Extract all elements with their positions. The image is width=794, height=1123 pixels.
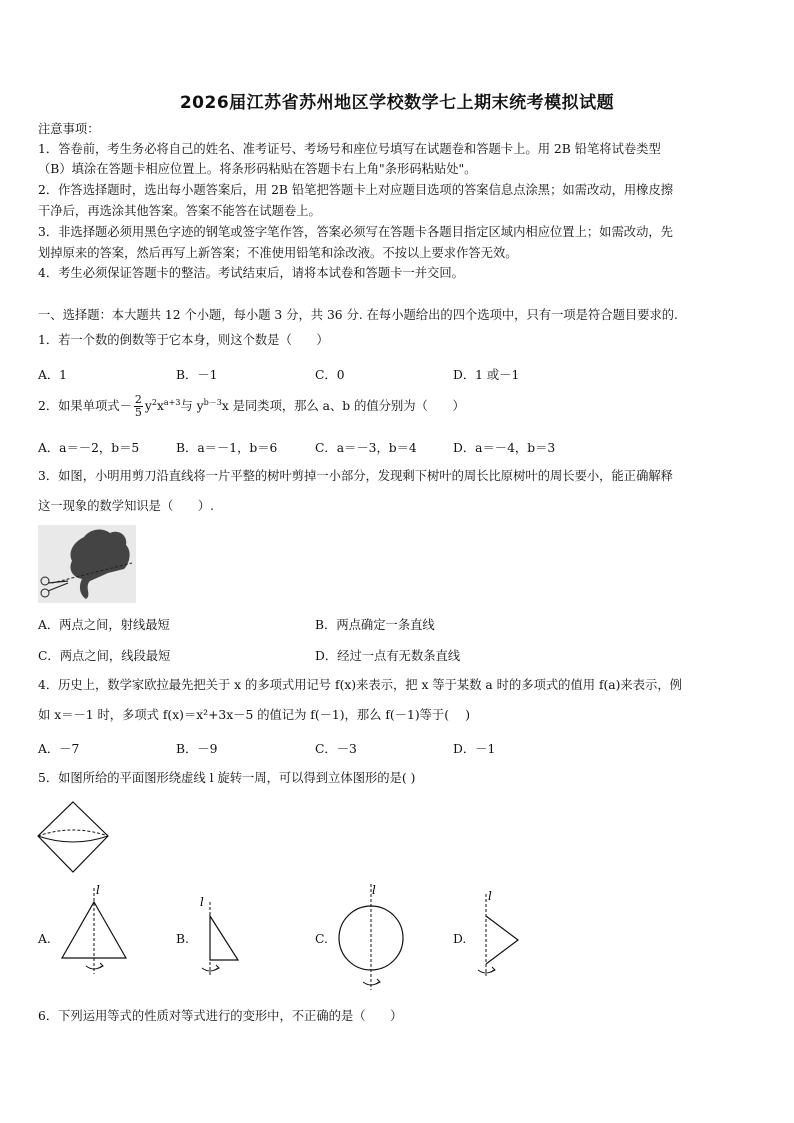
notice-line-2: （B）填涂在答题卡相应位置上。将条形码粘贴在答题卡右上角"条形码粘贴处"。 [38, 162, 477, 176]
axis-label: l [488, 889, 492, 903]
q2-option-b: B．a＝－1，b＝6 [176, 441, 278, 455]
page-title: 2026届江苏省苏州地区学校数学七上期末统考模拟试题 [179, 93, 615, 113]
q1-option-b: B．－1 [176, 368, 218, 382]
triangle-a-figure [60, 880, 132, 980]
question-6-stem: 6．下列运用等式的性质对等式进行的变形中，不正确的是（ ） [38, 1009, 403, 1023]
notice-line-1: 1．答卷前，考生务必将自己的姓名、准考证号、考场号和座位号填写在试题卷和答题卡上。用 2B 铅笔将试卷类型 [38, 142, 661, 156]
q1-option-c: C．0 [315, 368, 345, 382]
notice-line-5: 3．非选择题必须用黑色字迹的钢笔或签字笔作答，答案必须写在答题卡各题目指定区域内相应位置上；如需改动，先 [38, 225, 673, 239]
q5-option-d: D. [453, 932, 467, 946]
question-2-stem: 2．如果单项式－ $\frac{2}{5}$ $y^2x^{a+3}$与 $y^{b-3}x$ 是同类项，那么 a、b 的值分别为（ ） [38, 393, 465, 419]
notice-line-3: 2．作答选择题时，选出每小题答案后，用 2B 铅笔把答题卡上对应题目选项的答案信息点涂黑；如需改动，用橡皮擦 [38, 183, 674, 197]
q1-option-d: D．1 或－1 [453, 368, 520, 382]
q3-option-c: C．两点之间，线段最短 [38, 649, 171, 663]
notice-heading: 注意事项： [38, 122, 100, 136]
leaf-scissors-figure [38, 525, 136, 603]
fraction: $\frac{2}{5}$ [134, 393, 142, 419]
triangle-d-figure [474, 886, 524, 982]
q3-option-d: D．经过一点有无数条直线 [315, 649, 461, 663]
q4-option-d: D．－1 [453, 742, 496, 756]
notice-line-7: 4．考生必须保证答题卡的整洁。考试结束后，请将本试卷和答题卡一并交回。 [38, 266, 464, 280]
question-4-stem-2: 如 x＝－1 时，多项式 f(x)＝x²+3x－5 的值记为 f(－1)，那么 f(－1)等于( ) [38, 708, 471, 722]
q3-option-b: B．两点确定一条直线 [315, 618, 435, 632]
q5-option-a: A. [38, 932, 51, 946]
axis-label: l [200, 895, 204, 909]
q3-option-a: A．两点之间，射线最短 [38, 618, 170, 632]
q4-option-a: A．－7 [38, 742, 80, 756]
q2-stem-pre: 2．如果单项式－ [38, 399, 132, 413]
q2-option-c: C．a＝－3，b＝4 [315, 441, 417, 455]
q2-option-a: A．a＝－2，b＝5 [38, 441, 140, 455]
q5-option-b: B. [176, 932, 189, 946]
q2-option-d: D．a＝－4，b＝3 [453, 441, 556, 455]
question-3-stem-2: 这一现象的数学知识是（ ）. [38, 499, 215, 513]
question-3-stem-1: 3．如图，小明用剪刀沿直线将一片平整的树叶剪掉一小部分，发现剩下树叶的周长比原树叶的周长要小，能正确解释 [38, 469, 673, 483]
circle-c-figure [334, 880, 410, 992]
right-triangle-b-figure [196, 892, 246, 982]
q1-option-a: A．1 [38, 368, 68, 382]
q5-option-c: C. [315, 932, 328, 946]
axis-label: l [372, 883, 376, 897]
question-5-stem: 5．如图所给的平面图形绕虚线 l 旋转一周，可以得到立体图形的是( ) [38, 771, 416, 785]
question-4-stem-1: 4．历史上，数学家欧拉最先把关于 x 的多项式用记号 f(x)来表示，把 x 等于某数 a 时的多项式的值用 f(a)来表示，例 [38, 678, 682, 692]
q4-option-b: B．－9 [176, 742, 218, 756]
notice-line-6: 划掉原来的答案，然后再写上新答案；不准使用铅笔和涂改液。不按以上要求作答无效。 [38, 246, 518, 260]
question-1-stem: 1．若一个数的倒数等于它本身，则这个数是（ ） [38, 333, 329, 347]
q4-option-c: C．－3 [315, 742, 357, 756]
notice-line-4: 干净后，再选涂其他答案。答案不能答在试题卷上。 [38, 204, 321, 218]
axis-label: l [96, 883, 100, 897]
double-cone-figure [36, 800, 112, 874]
section-heading: 一、选择题：本大题共 12 个小题，每小题 3 分，共 36 分. 在每小题给出的四个选项中，只有一项是符合题目要求的. [38, 308, 678, 322]
